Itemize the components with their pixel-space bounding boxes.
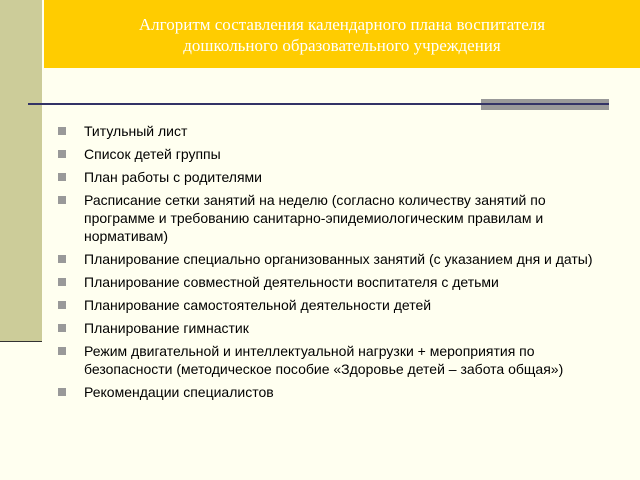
list-item bbox=[58, 191, 618, 245]
list-item bbox=[58, 145, 618, 163]
square-bullet-icon bbox=[58, 278, 66, 286]
slide-title-line-1: Алгоритм составления календарного плана воспитателя bbox=[138, 15, 546, 34]
square-bullet-icon bbox=[58, 150, 66, 158]
list-item bbox=[58, 273, 618, 291]
list-item-text: Планирование специально организованных занятий (с указанием дня и даты) bbox=[84, 251, 593, 267]
list-item-text: Планирование гимнастик bbox=[84, 320, 249, 336]
list-item-text: Рекомендации специалистов bbox=[84, 384, 274, 400]
square-bullet-icon bbox=[58, 255, 66, 263]
list-item-text: Титульный лист bbox=[84, 123, 188, 139]
square-bullet-icon bbox=[58, 196, 66, 204]
left-band-bottom-rule bbox=[0, 341, 42, 342]
list-item bbox=[58, 122, 618, 140]
list-item-text: Планирование совместной деятельности воспитателя с детьми bbox=[84, 274, 499, 290]
square-bullet-icon bbox=[58, 388, 66, 396]
square-bullet-icon bbox=[58, 301, 66, 309]
list-item bbox=[58, 168, 618, 186]
slide-title-line-2: дошкольного образовательного учреждения bbox=[183, 36, 501, 55]
list-item-text: Список детей группы bbox=[84, 146, 221, 162]
list-item-text: План работы с родителями bbox=[84, 169, 262, 185]
list-item bbox=[58, 319, 618, 337]
slide-title bbox=[44, 14, 640, 56]
square-bullet-icon bbox=[58, 127, 66, 135]
list-item bbox=[58, 342, 618, 378]
square-bullet-icon bbox=[58, 173, 66, 181]
list-item-text: Расписание сетки занятий на неделю (согласно количеству занятий по программе и требованию санитарно-эпидемиологическим правилам и нормативам) bbox=[84, 192, 546, 244]
list-item bbox=[58, 383, 618, 401]
square-bullet-icon bbox=[58, 324, 66, 332]
list-item-text: Режим двигательной и интеллектуальной нагрузки + мероприятия по безопасности (методическое пособие «Здоровье детей – забота общая») bbox=[84, 343, 564, 377]
bullet-list bbox=[58, 122, 618, 406]
list-item-text: Планирование самостоятельной деятельности детей bbox=[84, 297, 432, 313]
list-item bbox=[58, 296, 618, 314]
list-item bbox=[58, 250, 618, 268]
rule-accent-line bbox=[481, 103, 609, 105]
square-bullet-icon bbox=[58, 347, 66, 355]
left-decor-band bbox=[0, 0, 42, 342]
